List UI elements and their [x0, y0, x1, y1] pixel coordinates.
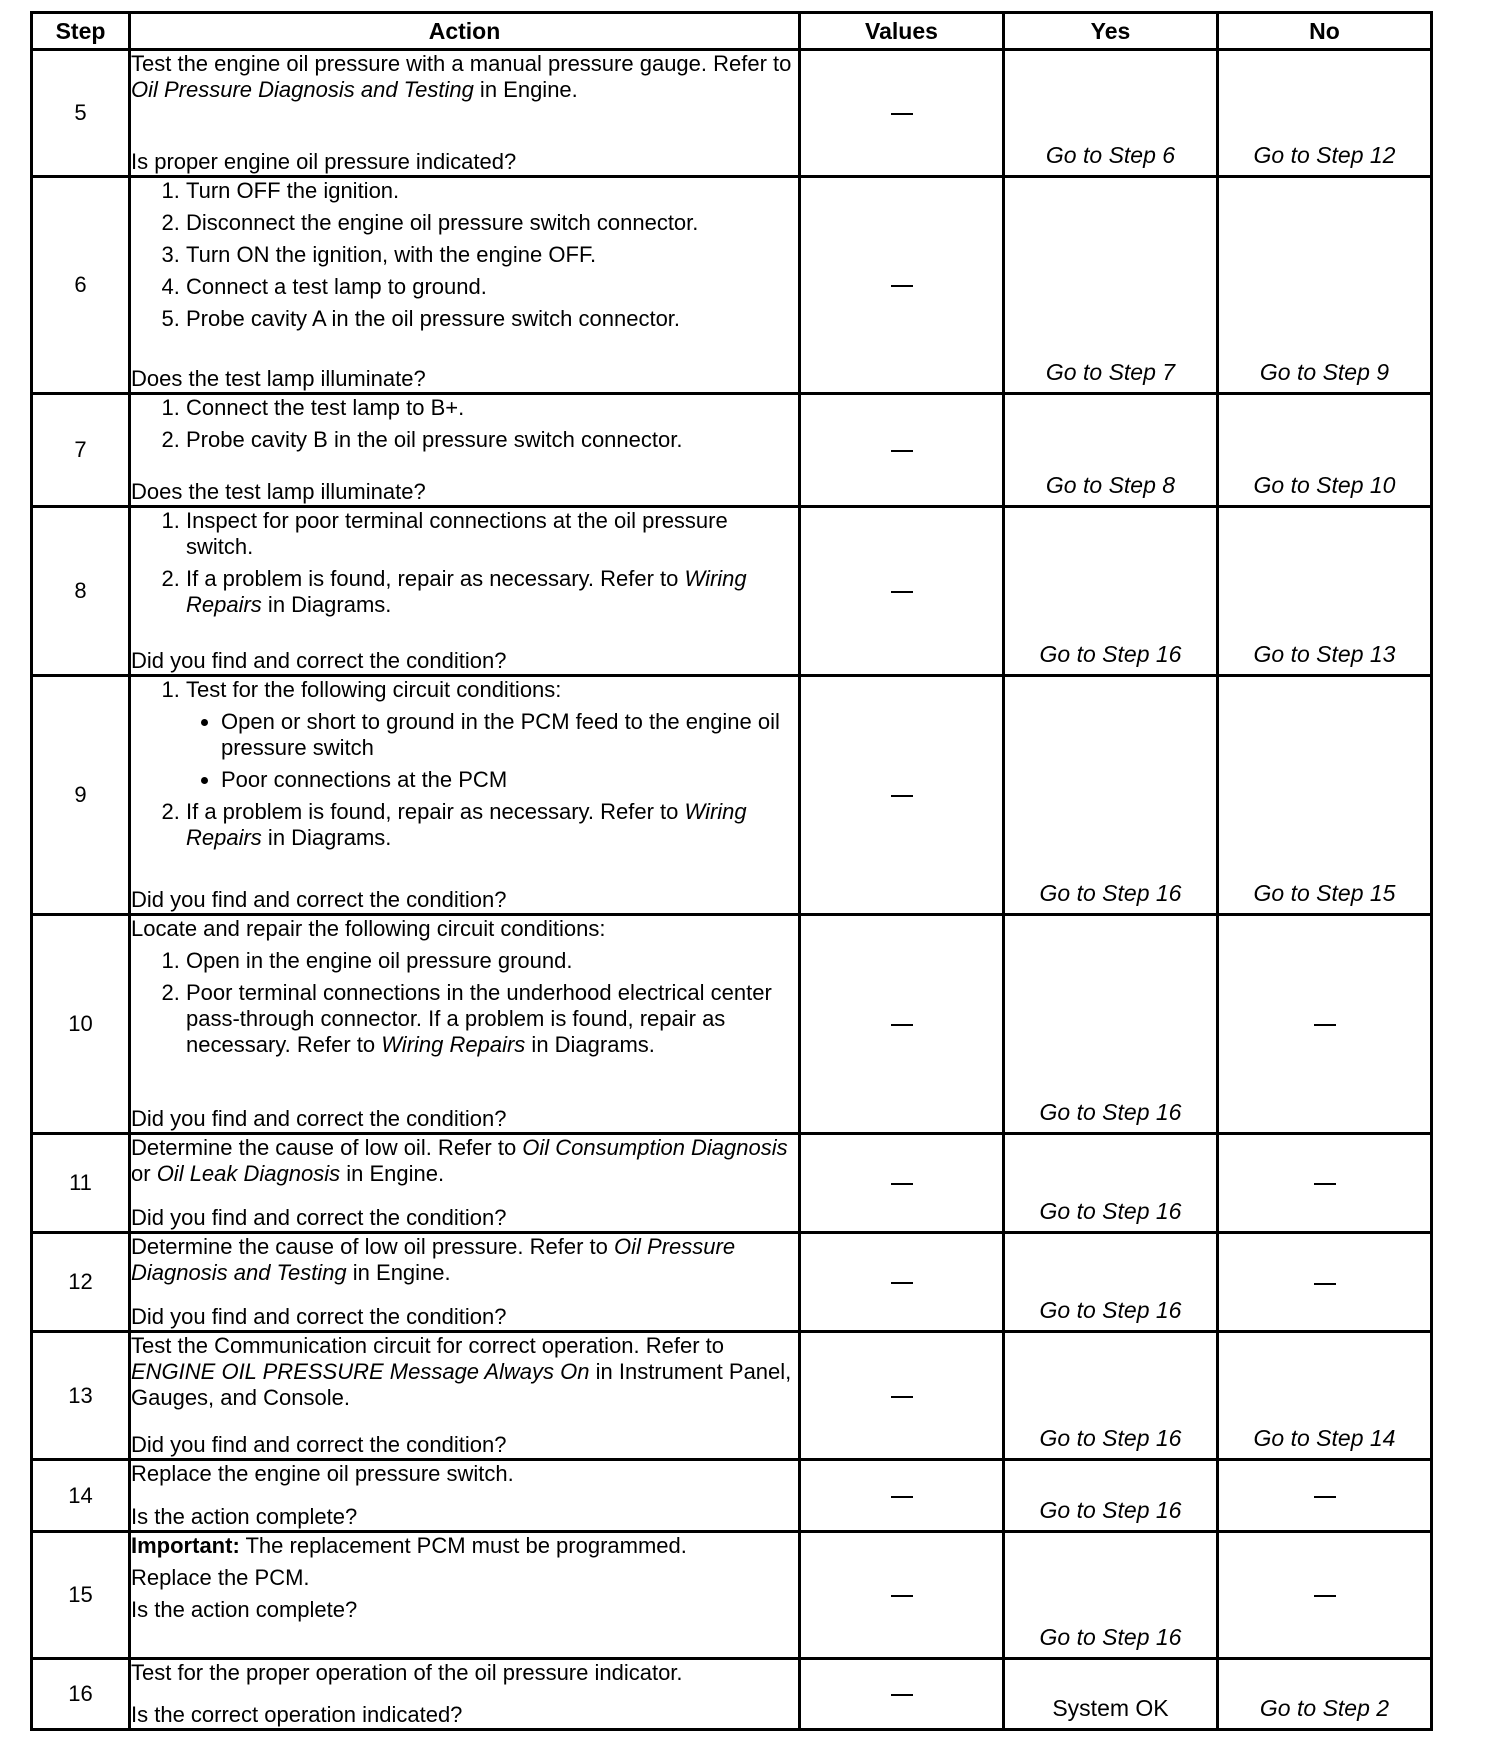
yes-cell [1004, 176, 1218, 393]
header-row [32, 13, 1432, 50]
no-dash [1314, 1183, 1336, 1185]
table-row [32, 915, 1432, 1133]
substep-reference: Wiring Repairs [186, 798, 747, 850]
substep-item: 2. Poor terminal connections in the underhood electrical center pass-through connector. If a problem is found, repair as necessary. Refer to Wiring Repairs in Diagrams. [186, 980, 798, 1058]
action-description: Replace the engine oil pressure switch. [131, 1461, 514, 1487]
no-outcome: Go to Step 12 [1253, 141, 1396, 168]
no-outcome: Go to Step 2 [1259, 1695, 1390, 1721]
table-row [32, 506, 1432, 675]
yes-cell [1004, 1232, 1218, 1331]
header-yes: Yes [1004, 13, 1218, 50]
values-dash [891, 1694, 913, 1696]
action-content [131, 178, 798, 392]
no-dash [1314, 1024, 1336, 1026]
substep-item: 2. Probe cavity B in the oil pressure switch connector. [186, 427, 798, 453]
action-description: Important: The replacement PCM must be programmed. [131, 1533, 687, 1559]
yes-outcome: Go to Step 16 [1039, 1425, 1182, 1452]
yes-outcome: System OK [1052, 1695, 1169, 1721]
yes-outcome: Go to Step 16 [1039, 1623, 1182, 1650]
header-values: Values [800, 13, 1004, 50]
yes-cell [1004, 394, 1218, 507]
action-question: Is the correct operation indicated? [131, 1702, 463, 1727]
yes-outcome: Go to Step 7 [1045, 359, 1176, 386]
action-cell [130, 1133, 800, 1232]
yes-outcome: Go to Step 8 [1045, 471, 1176, 498]
values-dash [891, 1183, 913, 1185]
values-cell [800, 1658, 1004, 1729]
values-cell [800, 176, 1004, 393]
action-cell [130, 675, 800, 914]
table-row [32, 1133, 1432, 1232]
yes-cell [1004, 1133, 1218, 1232]
yes-outcome: Go to Step 16 [1039, 880, 1182, 907]
header-no: No [1218, 13, 1432, 50]
action-content [131, 1135, 798, 1231]
values-cell [800, 1532, 1004, 1659]
action-content [131, 1333, 798, 1458]
table-row [32, 1332, 1432, 1460]
action-cell [130, 1332, 800, 1460]
step-number: 7 [32, 394, 130, 507]
yes-cell [1004, 675, 1218, 914]
no-dash [1314, 1496, 1336, 1498]
substep-list [131, 395, 798, 459]
action-description: Locate and repair the following circuit conditions: [131, 916, 606, 942]
action-question: Did you find and correct the condition? [131, 887, 507, 913]
action-question: Did you find and correct the condition? [131, 1432, 507, 1458]
values-dash [891, 450, 913, 452]
values-dash [891, 285, 913, 287]
substep-list [131, 508, 798, 624]
no-cell [1218, 675, 1432, 914]
values-dash [891, 1496, 913, 1498]
action-content [131, 51, 798, 175]
step-number: 15 [32, 1532, 130, 1659]
action-cell [130, 1232, 800, 1331]
step-number: 12 [32, 1232, 130, 1331]
action-description: Test the Communication circuit for correct operation. Refer to ENGINE OIL PRESSURE Message Always On in Instrument Panel, Gauges, and Console. [131, 1333, 792, 1411]
table-row [32, 675, 1432, 914]
table-body [32, 50, 1432, 1730]
yes-outcome: Go to Step 16 [1039, 1098, 1182, 1125]
yes-cell [1004, 1332, 1218, 1460]
step-number: 8 [32, 506, 130, 675]
yes-cell [1004, 506, 1218, 675]
values-dash [891, 1024, 913, 1026]
action-reference: Oil Pressure Diagnosis and Testing [131, 77, 474, 102]
values-cell [800, 1232, 1004, 1331]
action-reference: Oil Leak Diagnosis [156, 1160, 341, 1186]
yes-cell [1004, 50, 1218, 177]
action-question: Is the action complete? [131, 1597, 358, 1623]
table-row [32, 176, 1432, 393]
action-description: Determine the cause of low oil pressure. Refer to Oil Pressure Diagnosis and Testing in Engine. [131, 1233, 736, 1285]
values-dash [891, 795, 913, 797]
no-outcome: Go to Step 9 [1259, 359, 1390, 386]
no-cell [1218, 1460, 1432, 1532]
header-action: Action [130, 13, 800, 50]
table-row [32, 394, 1432, 507]
action-reference: ENGINE OIL PRESSURE Message Always On [131, 1359, 590, 1385]
action-cell [130, 1658, 800, 1729]
values-cell [800, 675, 1004, 914]
table-row [32, 1232, 1432, 1331]
no-cell [1218, 1658, 1432, 1729]
table-row [32, 1658, 1432, 1729]
values-dash [891, 591, 913, 593]
substep-reference: Wiring Repairs [381, 1032, 526, 1058]
yes-outcome: Go to Step 6 [1045, 141, 1176, 168]
values-dash [891, 113, 913, 115]
values-cell [800, 394, 1004, 507]
substep-item: 2. If a problem is found, repair as necessary. Refer to Wiring Repairs in Diagrams. [186, 566, 798, 618]
no-cell [1218, 394, 1432, 507]
action-content [131, 677, 798, 913]
values-dash [891, 1396, 913, 1398]
action-reference: Oil Consumption Diagnosis [522, 1134, 788, 1160]
no-outcome: Go to Step 13 [1253, 640, 1396, 667]
action-question: Does the test lamp illuminate? [131, 478, 426, 504]
action-cell [130, 1460, 800, 1532]
action-cell [130, 506, 800, 675]
action-cell [130, 1532, 800, 1659]
action-content [131, 1461, 798, 1530]
table-row [32, 1460, 1432, 1532]
substep-item: 1. Test for the following circuit conditions: • Open or short to ground in the PCM feed to the engine oil pressure switch • Poor connections at the PCM [186, 677, 798, 793]
no-outcome: Go to Step 14 [1253, 1425, 1396, 1452]
yes-outcome: Go to Step 16 [1039, 1297, 1182, 1324]
step-number: 9 [32, 675, 130, 914]
no-cell [1218, 506, 1432, 675]
step-number: 13 [32, 1332, 130, 1460]
no-cell [1218, 1133, 1432, 1232]
no-cell [1218, 1332, 1432, 1460]
action-question: Is proper engine oil pressure indicated? [131, 148, 517, 174]
action-description: Test for the proper operation of the oil pressure indicator. [131, 1659, 683, 1685]
no-cell [1218, 50, 1432, 177]
no-dash [1314, 1283, 1336, 1285]
header-step: Step [32, 13, 130, 50]
no-dash [1314, 1595, 1336, 1597]
yes-outcome: Go to Step 16 [1039, 1197, 1182, 1224]
step-number: 16 [32, 1658, 130, 1729]
action-content [131, 508, 798, 674]
yes-outcome: Go to Step 16 [1039, 1497, 1182, 1524]
values-cell [800, 1133, 1004, 1232]
no-cell [1218, 1532, 1432, 1659]
yes-cell [1004, 1532, 1218, 1659]
substep-item: 1. Turn OFF the ignition. [186, 178, 798, 204]
substep-list [131, 677, 798, 857]
values-cell [800, 50, 1004, 177]
diagnostic-table [30, 11, 1433, 1731]
step-number: 6 [32, 176, 130, 393]
action-content [131, 1234, 798, 1330]
action-question: Did you find and correct the condition? [131, 1105, 507, 1131]
action-reference: Oil Pressure Diagnosis and Testing [131, 1233, 736, 1285]
substep-item: 3. Turn ON the ignition, with the engine OFF. [186, 242, 798, 268]
action-description: Determine the cause of low oil. Refer to Oil Consumption Diagnosis or Oil Leak Diagnosis in Engine. [131, 1134, 788, 1186]
substep-item: 2. If a problem is found, repair as necessary. Refer to Wiring Repairs in Diagrams. [186, 799, 798, 851]
action-description: Test the engine oil pressure with a manual pressure gauge. Refer to Oil Pressure Diagnosis and Testing in Engine. [131, 51, 792, 102]
no-outcome: Go to Step 10 [1253, 471, 1396, 498]
values-cell [800, 915, 1004, 1133]
action-question: Does the test lamp illuminate? [131, 366, 426, 392]
action-question: Did you find and correct the condition? [131, 1304, 507, 1330]
no-outcome: Go to Step 15 [1253, 880, 1396, 907]
action-cell [130, 915, 800, 1133]
substep-list [131, 178, 798, 338]
action-instruction: Replace the PCM. [131, 1565, 310, 1591]
step-number: 14 [32, 1460, 130, 1532]
values-dash [891, 1595, 913, 1597]
substep-item: 4. Connect a test lamp to ground. [186, 274, 798, 300]
bullet-item: • Poor connections at the PCM [221, 767, 798, 793]
no-cell [1218, 176, 1432, 393]
substep-item: 1. Open in the engine oil pressure ground. [186, 948, 798, 974]
substep-reference: Wiring Repairs [186, 565, 747, 617]
bullet-list [186, 709, 798, 793]
table-row [32, 50, 1432, 177]
no-cell [1218, 915, 1432, 1133]
step-number: 10 [32, 915, 130, 1133]
step-number: 11 [32, 1133, 130, 1232]
yes-cell [1004, 1460, 1218, 1532]
action-content [131, 395, 798, 505]
substep-item: 1. Inspect for poor terminal connections at the oil pressure switch. [186, 508, 798, 560]
action-content [131, 1533, 798, 1657]
step-number: 5 [32, 50, 130, 177]
action-cell [130, 50, 800, 177]
no-cell [1218, 1232, 1432, 1331]
substep-item: 2. Disconnect the engine oil pressure switch connector. [186, 210, 798, 236]
action-content [131, 916, 798, 1131]
substep-list [131, 948, 798, 1064]
action-cell [130, 394, 800, 507]
values-cell [800, 506, 1004, 675]
action-question: Did you find and correct the condition? [131, 647, 507, 673]
action-question: Is the action complete? [131, 1504, 358, 1530]
action-important-label: Important: [131, 1533, 240, 1559]
action-cell [130, 176, 800, 393]
yes-cell [1004, 1658, 1218, 1729]
yes-cell [1004, 915, 1218, 1133]
values-dash [891, 1282, 913, 1284]
table-row [32, 1532, 1432, 1659]
values-cell [800, 1460, 1004, 1532]
substep-item: 1. Connect the test lamp to B+. [186, 395, 798, 421]
action-content [131, 1660, 798, 1728]
bullet-item: • Open or short to ground in the PCM feed to the engine oil pressure switch [221, 709, 798, 761]
action-question: Did you find and correct the condition? [131, 1204, 507, 1230]
substep-item: 5. Probe cavity A in the oil pressure switch connector. [186, 306, 798, 332]
values-cell [800, 1332, 1004, 1460]
yes-outcome: Go to Step 16 [1039, 640, 1182, 667]
